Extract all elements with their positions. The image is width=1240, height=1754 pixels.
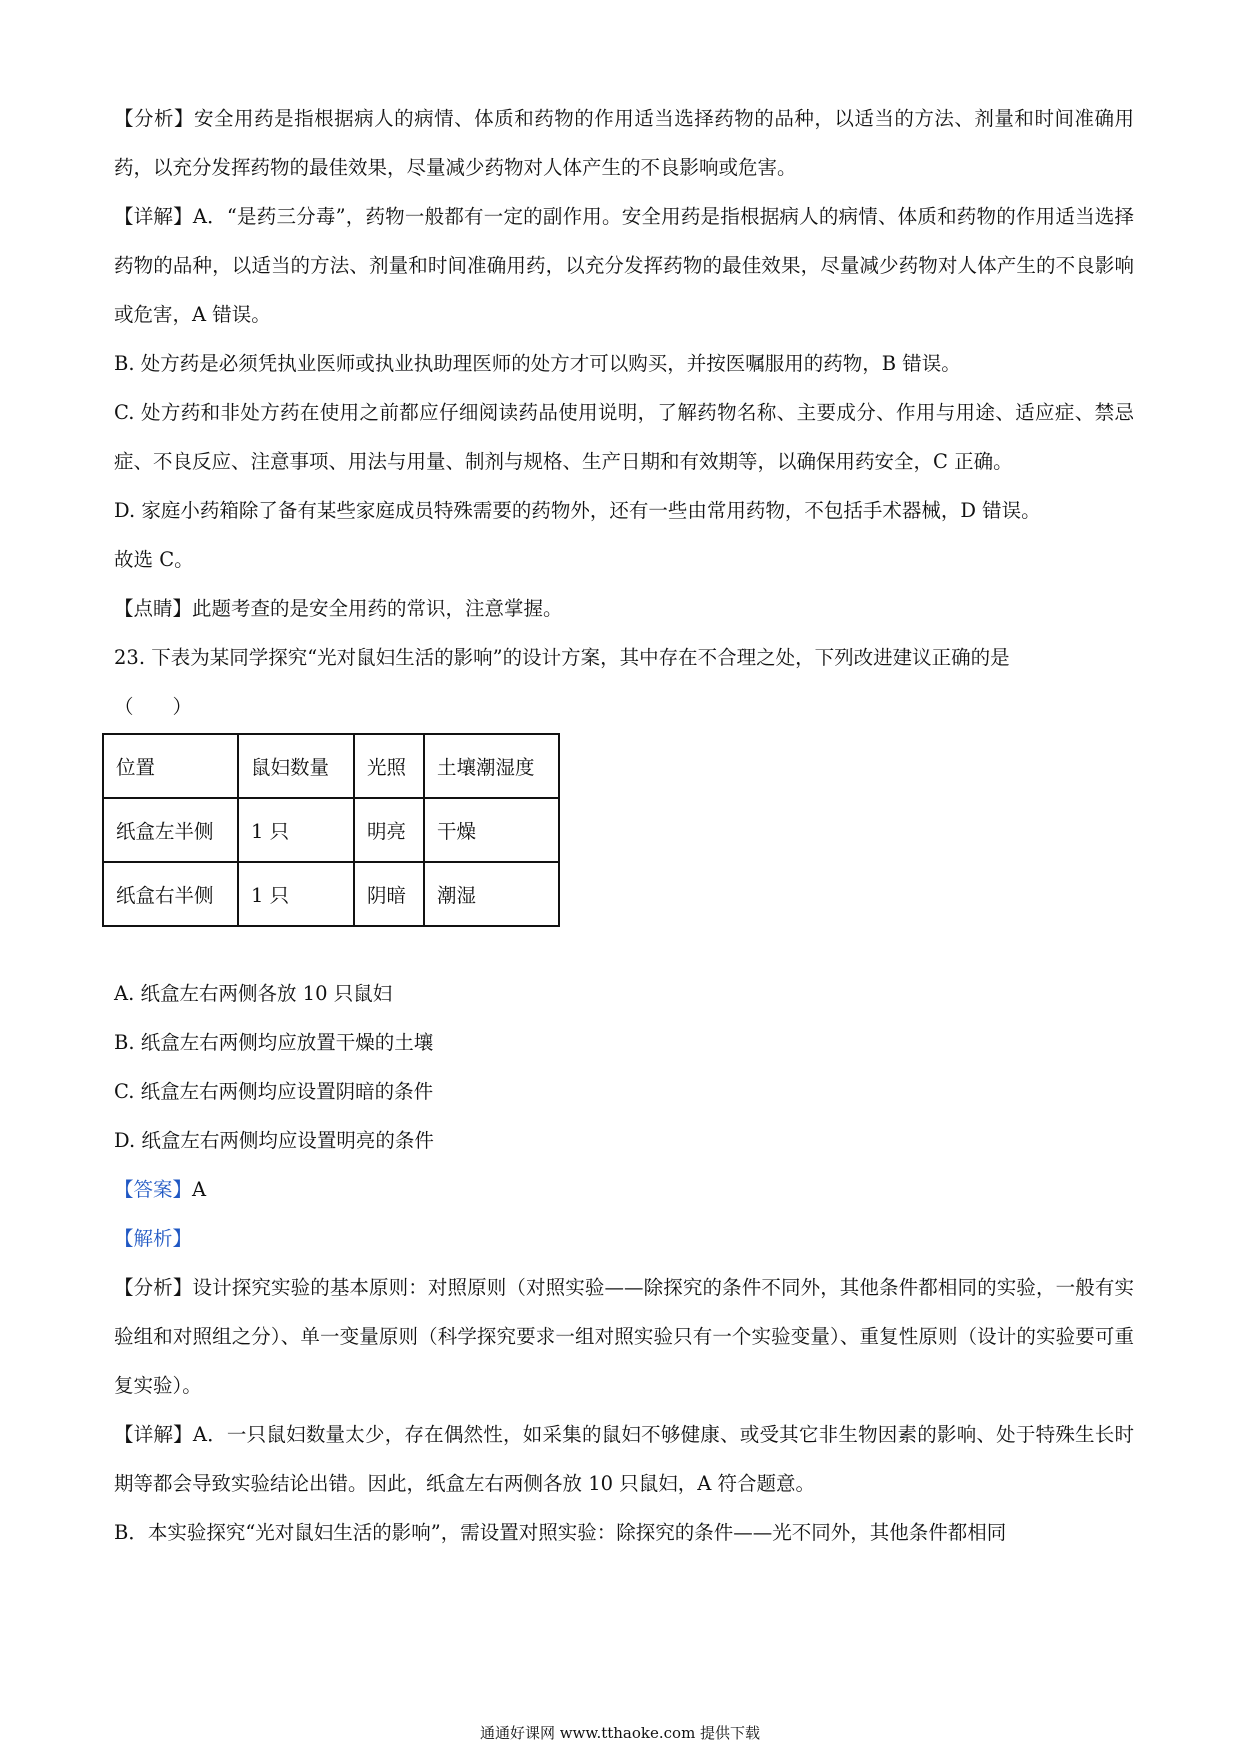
answer-line — [114, 1165, 1134, 1214]
options-list — [114, 969, 1134, 1165]
table-cell: 明亮 — [354, 798, 424, 862]
table-cell: 潮湿 — [424, 862, 559, 926]
question-23-stem: 23. 下表为某同学探究“光对鼠妇生活的影响”的设计方案，其中存在不合理之处，下列改进建议正确的是 — [114, 646, 1010, 669]
question-23-paren: （ ） — [114, 695, 193, 718]
answer-label: 【答案】 — [114, 1178, 193, 1201]
experiment-table — [102, 733, 560, 927]
table-cell: 纸盒右半侧 — [103, 862, 238, 926]
option-a: A. 纸盒左右两侧各放 10 只鼠妇 — [114, 982, 393, 1005]
detail-a-paragraph: 【详解】A．“是药三分毒”，药物一般都有一定的副作用。安全用药是指根据病人的病情、体质和药物的作用适当选择药物的品种，以适当的方法、剂量和时间准确用药，以充分发挥药物的最佳效果，尽量减少药物对人体产生的不良影响或危害，A 错误。 — [114, 205, 1134, 326]
detail-b-paragraph: B. 处方药是必须凭执业医师或执业执助理医师的处方才可以购买，并按医嘱服用的药物，B 错误。 — [114, 352, 961, 375]
table-cell: 1 只 — [238, 862, 354, 926]
choice-line: 故选 C。 — [114, 548, 194, 571]
table-header-cell: 位置 — [103, 734, 238, 798]
detail-c-paragraph: C. 处方药和非处方药在使用之前都应仔细阅读药品使用说明，了解药物名称、主要成分、作用与用途、适应症、禁忌症、不良反应、注意事项、用法与用量、制剂与规格、生产日期和有效期等，以确保用药安全，C 正确。 — [114, 401, 1134, 473]
document-body — [114, 94, 1134, 1557]
answer-value: A — [192, 1178, 207, 1201]
option-b: B. 纸盒左右两侧均应放置干燥的土壤 — [114, 1031, 434, 1054]
q23-detail-b-paragraph: B．本实验探究“光对鼠妇生活的影响”，需设置对照实验：除探究的条件——光不同外，其他条件都相同 — [114, 1521, 1007, 1544]
jiexi-label: 【解析】 — [114, 1227, 193, 1250]
experiment-table-wrapper — [102, 733, 1134, 927]
page-footer: 通通好课网 www.tthaoke.com 提供下载 — [479, 1724, 761, 1742]
table-row — [103, 862, 559, 926]
table-cell: 阴暗 — [354, 862, 424, 926]
comment-paragraph: 【点睛】此题考查的是安全用药的常识，注意掌握。 — [114, 597, 563, 620]
table-row — [103, 798, 559, 862]
option-d: D. 纸盒左右两侧均应设置明亮的条件 — [114, 1129, 434, 1152]
table-header-cell: 鼠妇数量 — [238, 734, 354, 798]
q23-analysis-paragraph: 【分析】设计探究实验的基本原则：对照原则（对照实验——除探究的条件不同外，其他条件都相同的实验，一般有实验组和对照组之分）、单一变量原则（科学探究要求一组对照实验只有一个实验变量）、重复性原则（设计的实验要可重复实验）。 — [114, 1276, 1134, 1397]
table-header-row — [103, 734, 559, 798]
table-header-cell: 光照 — [354, 734, 424, 798]
analysis-paragraph: 【分析】安全用药是指根据病人的病情、体质和药物的作用适当选择药物的品种，以适当的方法、剂量和时间准确用药，以充分发挥药物的最佳效果，尽量减少药物对人体产生的不良影响或危害。 — [114, 107, 1134, 179]
detail-d-paragraph: D. 家庭小药箱除了备有某些家庭成员特殊需要的药物外，还有一些由常用药物，不包括手术器械，D 错误。 — [114, 499, 1041, 522]
q23-detail-a-paragraph: 【详解】A．一只鼠妇数量太少，存在偶然性，如采集的鼠妇不够健康、或受其它非生物因素的影响、处于特殊生长时期等都会导致实验结论出错。因此，纸盒左右两侧各放 10 只鼠妇，A 符合题意。 — [114, 1423, 1134, 1495]
table-cell: 干燥 — [424, 798, 559, 862]
table-header-cell: 土壤潮湿度 — [424, 734, 559, 798]
table-cell: 1 只 — [238, 798, 354, 862]
table-cell: 纸盒左半侧 — [103, 798, 238, 862]
option-c: C. 纸盒左右两侧均应设置阴暗的条件 — [114, 1080, 434, 1103]
